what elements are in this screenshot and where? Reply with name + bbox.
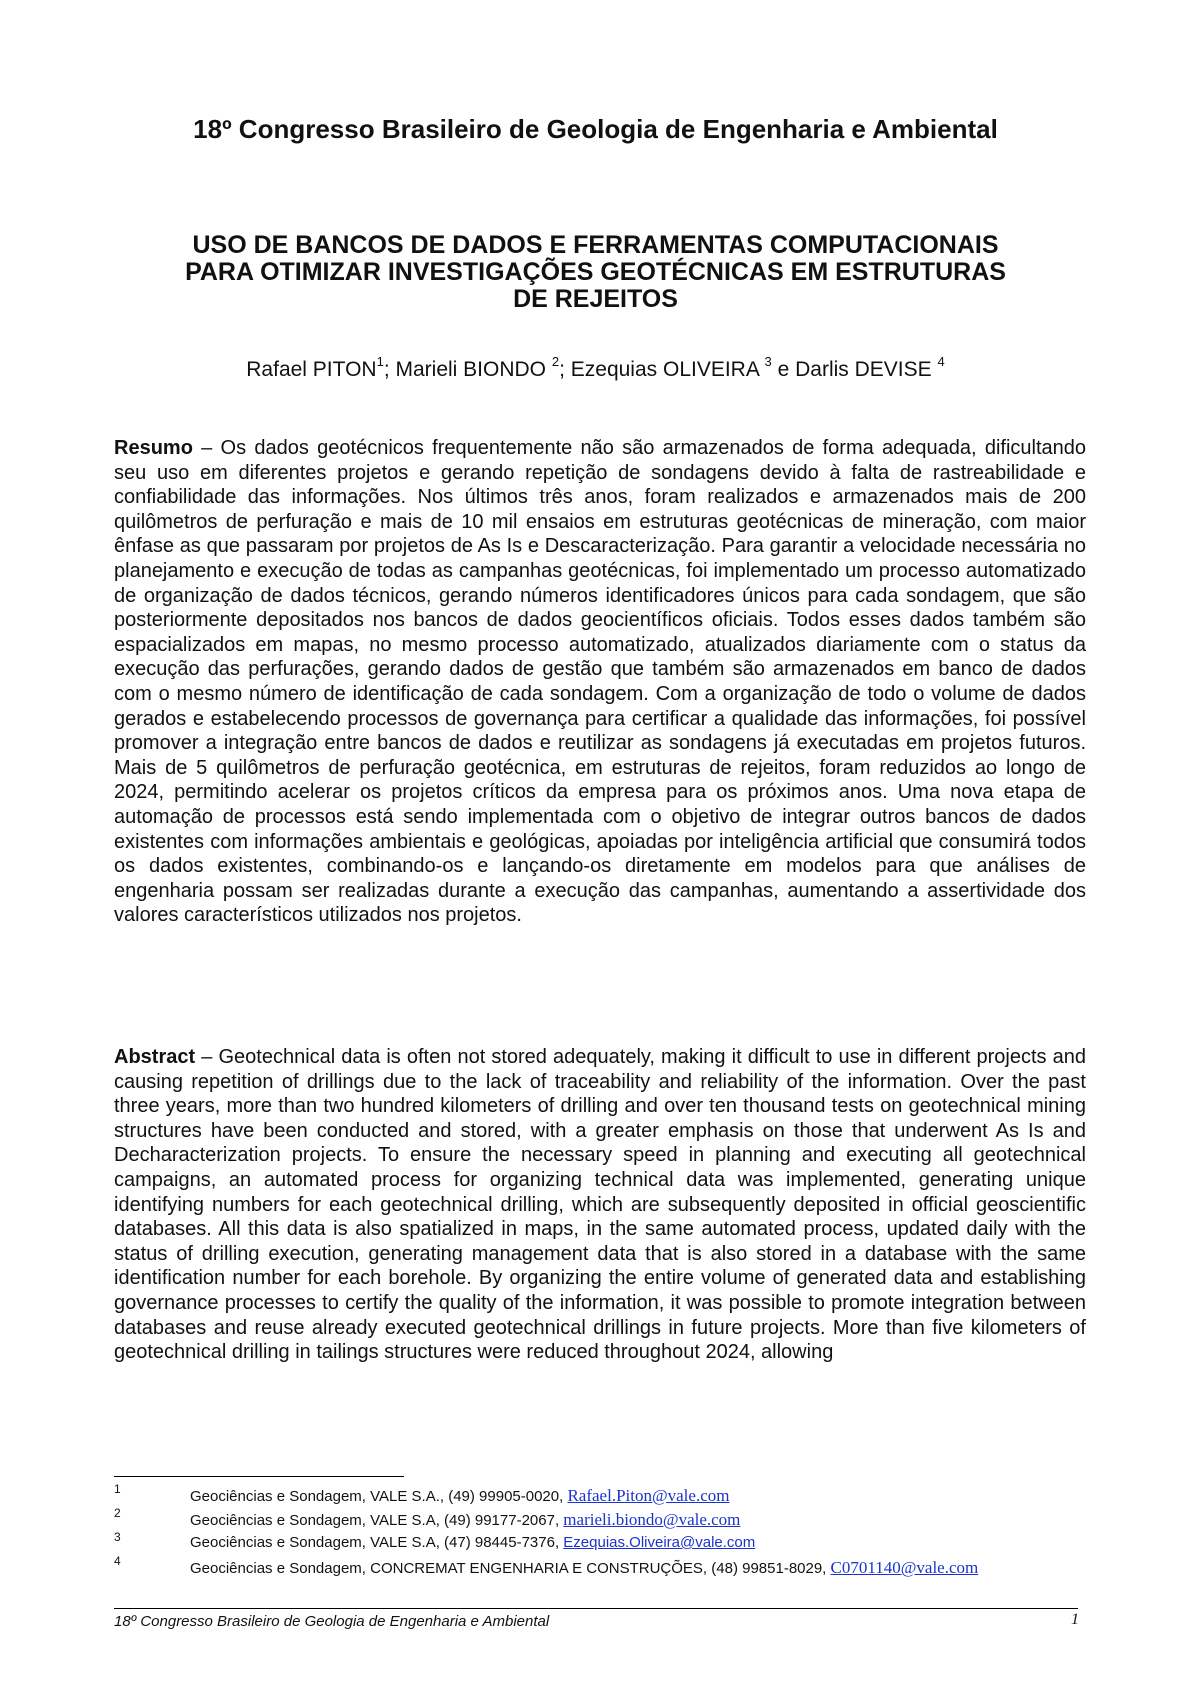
footnote-text [190,1534,755,1551]
resumo-label: Resumo [114,437,193,459]
footnote-text [190,1510,740,1530]
email-link[interactable]: Ezequias.Oliveira@vale.com [563,1534,756,1551]
footnote-affiliation: Geociências e Sondagem, VALE S.A, (49) 99177-2067, [190,1512,564,1529]
paper-title-line: PARA OTIMIZAR INVESTIGAÇÕES GEOTÉCNICAS EM ESTRUTURAS [185,258,1006,286]
affiliation-marker: 2 [551,354,560,369]
abstract-text: – Geotechnical data is often not stored adequately, making it difficult to use in different projects and causing repetition of drillings due to the lack of traceability and reliability of the information. Over the past three years, more than two hundred kilometers of drilling and over ten thousand tests on geotechnical mining structures have been conducted and stored, with a greater emphasis on those that underwent As Is and Decharacterization projects. To ensure the necessary speed in planning and executing all geotechnical campaigns, an automated process for organizing technical data was implemented, generating unique identifying numbers for each geotechnical drilling, which are subsequently deposited in official geoscientific databases. All this data is also spatialized in maps, in the same automated process, updated daily with the status of drilling execution, generating management data that is also stored in a database with the same identification number for each borehole. By organizing the entire volume of generated data and establishing governance processes to certify the quality of the information, it was possible to promote integration between databases and reuse already executed geotechnical drillings in future projects. More than five kilometers of geotechnical drilling in tailings structures were reduced throughout 2024, allowing [114,1046,1086,1364]
footnote-text [190,1486,729,1506]
footnote [114,1532,1074,1556]
abstract-label: Abstract [114,1046,196,1068]
paper-title [110,232,1081,313]
footnote [114,1508,1074,1532]
footnote-number: 4 [114,1554,121,1568]
email-link[interactable]: marieli.biondo@vale.com [563,1510,741,1529]
author-name: e Darlis DEVISE [771,358,938,381]
author-name: Rafael PITON [246,358,377,381]
footnote-affiliation: Geociências e Sondagem, CONCREMAT ENGENHARIA E CONSTRUÇÕES, (48) 99851-8029, [190,1560,831,1577]
footnote [114,1556,1074,1580]
paper-title-line: USO DE BANCOS DE DADOS E FERRAMENTAS COMPUTACIONAIS [192,231,999,259]
footnote-number: 1 [114,1482,121,1496]
conference-title: 18º Congresso Brasileiro de Geologia de Engenharia e Ambiental [193,114,998,144]
resumo-paragraph [114,436,1086,928]
abstract-paragraph [114,1045,1086,1365]
author-name: ; Ezequias OLIVEIRA [559,358,765,381]
footnote-text [190,1558,978,1578]
footer-divider [114,1608,1078,1609]
author-name: ; Marieli BIONDO [383,358,552,381]
footnote-affiliation: Geociências e Sondagem, VALE S.A, (47) 98445-7376, [190,1534,564,1551]
footnote-divider [114,1476,404,1477]
affiliation-marker: 4 [937,354,945,369]
author-list [0,354,1191,382]
footnote-affiliation: Geociências e Sondagem, VALE S.A., (49) 99905-0020, [190,1488,568,1505]
resumo-text: – Os dados geotécnicos frequentemente não são armazenados de forma adequada, dificultando seu uso em diferentes projetos e gerando repetição de sondagens devido à falta de rastreabilidade e confiabilidade das informações. Nos últimos três anos, foram realizados e armazenados mais de 200 quilômetros de perfuração e mais de 10 mil ensaios em estruturas geotécnicas de mineração, com maior ênfase as que passaram por projetos de As Is e Descaracterização. Para garantir a velocidade necessária no planejamento e execução de todas as campanhas geotécnicas, foi implementado um processo automatizado de organização de dados técnicos, gerando números identificadores únicos para cada sondagem, que são posteriormente depositados nos bancos de dados geocientíficos oficiais. Todos esses dados também são espacializados em mapas, no mesmo processo automatizado, atualizados diariamente com o status da execução das perfurações, gerando dados de gestão que também são armazenados em banco de dados com o mesmo número de identificação de cada sondagem. Com a organização de todo o volume de dados gerados e estabelecendo processos de governança para certificar a qualidade das informações, foi possível promover a integração entre bancos de dados e reutilizar as sondagens já executadas em projetos futuros. Mais de 5 quilômetros de perfuração geotécnica, em estruturas de rejeitos, foram reduzidos ao longo de 2024, permitindo acelerar os projetos críticos da empresa para os próximos anos. Uma nova etapa de automação de processos está sendo implementada com o objetivo de integrar outros bancos de dados existentes com informações ambientais e geológicas, apoiadas por inteligência artificial que consumirá todos os dados existentes, combinando-os e lançando-os diretamente em modelos para que análises de engenharia possam ser realizadas durante a execução das campanhas, aumentando a assertividade dos valores característicos utilizados nos projetos. [114,437,1086,927]
footnotes [114,1484,1074,1580]
affiliation-marker: 3 [764,354,772,369]
email-link[interactable]: Rafael.Piton@vale.com [567,1486,730,1505]
paper-title-line: DE REJEITOS [513,285,678,313]
affiliation-marker: 1 [376,354,384,369]
footnote [114,1484,1074,1508]
footnote-number: 3 [114,1530,121,1544]
page-number: 1 [1071,1611,1079,1628]
footer-conference: 18º Congresso Brasileiro de Geologia de Engenharia e Ambiental [114,1613,550,1630]
email-link[interactable]: C0701140@vale.com [830,1558,979,1577]
footnote-number: 2 [114,1506,121,1520]
